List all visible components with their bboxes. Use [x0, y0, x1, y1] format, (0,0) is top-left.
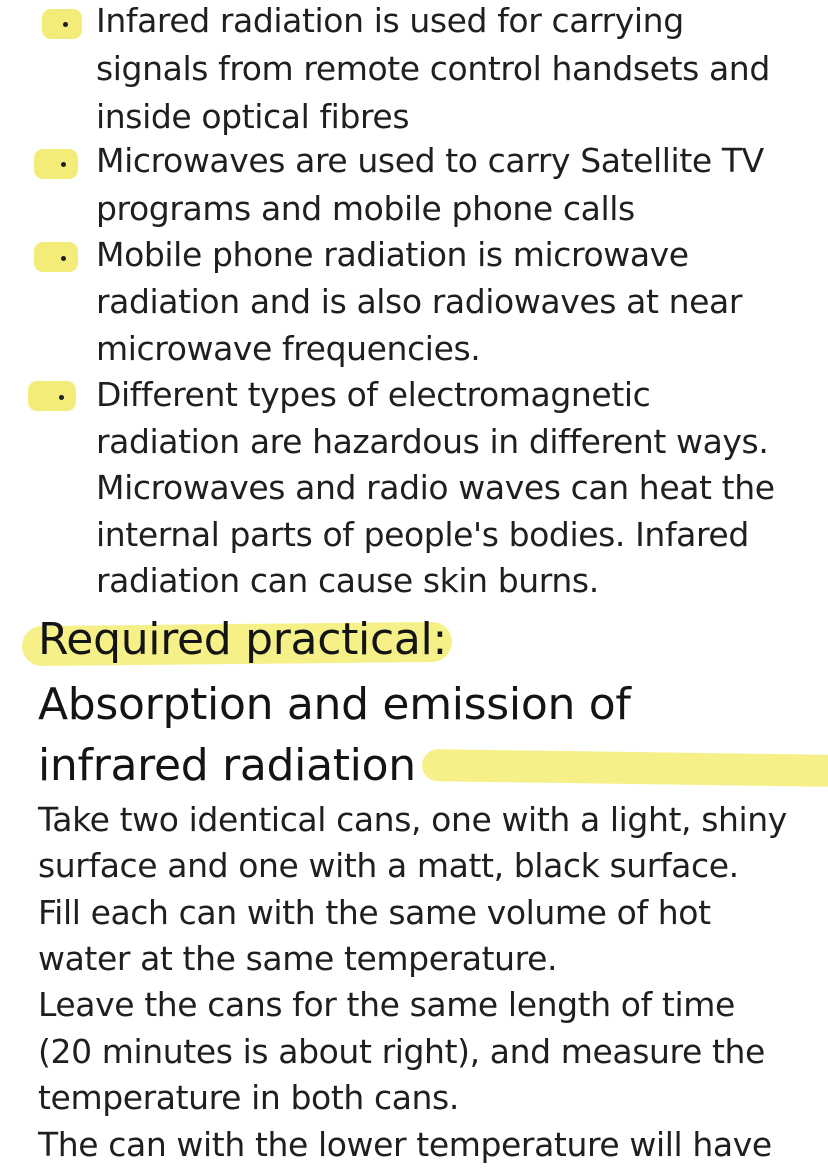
required-practical-label: Required practical: — [38, 614, 447, 665]
bullet-4-line-5: radiation can cause skin burns. — [96, 561, 599, 600]
body-line-1: Take two identical cans, one with a light, shiny — [38, 800, 787, 839]
practical-title-underline-highlight — [422, 749, 828, 787]
body-line-4: water at the same temperature. — [38, 939, 558, 978]
bullet-1-line-2: signals from remote control handsets and — [96, 49, 770, 88]
body-line-5: Leave the cans for the same length of time — [38, 985, 735, 1024]
bullet-4-line-2: radiation are hazardous in different ways. — [96, 422, 769, 461]
practical-title-line-2: infrared radiation — [38, 740, 416, 791]
bullet-dot-2 — [61, 162, 66, 167]
bullet-3-line-1: Mobile phone radiation is microwave — [96, 235, 689, 274]
practical-title-line-1: Absorption and emission of — [38, 679, 631, 730]
bullet-2-line-2: programs and mobile phone calls — [96, 189, 635, 228]
bullet-4-line-4: internal parts of people's bodies. Infared — [96, 515, 749, 554]
bullet-highlight-2 — [34, 149, 78, 179]
bullet-dot-1 — [63, 22, 68, 27]
bullet-2-line-1: Microwaves are used to carry Satellite TV — [96, 141, 764, 180]
bullet-highlight-4 — [28, 381, 76, 411]
body-line-8: The can with the lower temperature will have — [38, 1125, 772, 1164]
bullet-3-line-2: radiation and is also radiowaves at near — [96, 282, 742, 321]
bullet-dot-3 — [61, 256, 66, 261]
bullet-4-line-1: Different types of electromagnetic — [96, 375, 651, 414]
body-line-6: (20 minutes is about right), and measure the — [38, 1032, 765, 1071]
bullet-dot-4 — [59, 395, 64, 400]
body-line-2: surface and one with a matt, black surface. — [38, 846, 739, 885]
bullet-3-line-3: microwave frequencies. — [96, 329, 481, 368]
body-line-3: Fill each can with the same volume of hot — [38, 893, 711, 932]
bullet-highlight-3 — [34, 242, 78, 272]
body-line-7: temperature in both cans. — [38, 1078, 459, 1117]
bullet-1-line-3: inside optical fibres — [96, 97, 410, 136]
bullet-highlight-1 — [42, 9, 82, 39]
bullet-1-line-1: Infared radiation is used for carrying — [96, 1, 684, 40]
bullet-4-line-3: Microwaves and radio waves can heat the — [96, 468, 775, 507]
